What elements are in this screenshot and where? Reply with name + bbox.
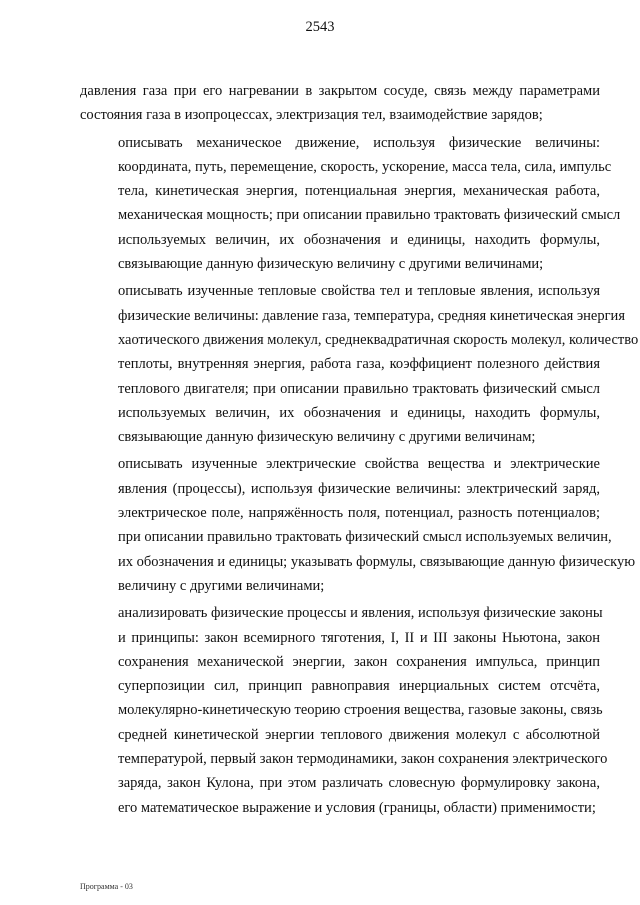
text-line: при описании правильно трактовать физический смысл используемых величин, <box>118 529 612 546</box>
page-number: 2543 <box>305 19 335 35</box>
text-line: молекулярно-кинетическую теорию строения вещества, газовые законы, связь <box>118 702 603 719</box>
text-line: теплоты, внутренняя энергия, работа газа, коэффициент полезного действия <box>118 356 600 373</box>
text-line: тела, кинетическая энергия, потенциальная энергия, механическая работа, <box>118 183 600 200</box>
text-line: связывающие данную физическую величину с другими величинам; <box>118 429 536 446</box>
text-line: состояния газа в изопроцессах, электризация тел, взаимодействие зарядов; <box>80 107 543 124</box>
document-body <box>80 79 639 820</box>
text-line: описывать механическое движение, используя физические величины: <box>118 134 600 151</box>
text-line: и принципы: закон всемирного тяготения, I, II и III законы Ньютона, закон <box>118 629 600 646</box>
text-line: описывать изученные тепловые свойства тел и тепловые явления, используя <box>118 283 600 300</box>
text-line: давления газа при его нагревании в закрытом сосуде, связь между параметрами <box>80 83 600 99</box>
text-line: средней кинетической энергии теплового движения молекул с абсолютной <box>118 726 600 743</box>
text-line: величину с другими величинами; <box>118 577 325 594</box>
text-line: описывать изученные электрические свойства вещества и электрические <box>118 456 600 473</box>
text-line: хаотического движения молекул, среднеквадратичная скорость молекул, количество <box>118 331 639 348</box>
text-line: их обозначения и единицы; указывать формулы, связывающие данную физическую <box>118 553 636 570</box>
paragraph-4 <box>80 452 636 598</box>
text-line: используемых величин, их обозначения и единицы, находить формулы, <box>118 231 600 248</box>
text-line: физические величины: давление газа, температура, средняя кинетическая энергия <box>118 307 625 324</box>
text-line: используемых величин, их обозначения и единицы, находить формулы, <box>118 404 600 421</box>
text-line: координата, путь, перемещение, скорость, ускорение, масса тела, сила, импульс <box>118 158 612 175</box>
text-line: механическая мощность; при описании правильно трактовать физический смысл <box>118 207 621 224</box>
text-line: анализировать физические процессы и явления, используя физические законы <box>118 605 603 622</box>
text-line: заряда, закон Кулона, при этом различать словесную формулировку закона, <box>118 775 600 792</box>
text-line: его математическое выражение и условия (границы, области) применимости; <box>118 799 596 816</box>
text-line: электрическое поле, напряжённость поля, потенциал, разность потенциалов; <box>118 505 600 522</box>
paragraph-5 <box>80 601 608 820</box>
text-line: связывающие данную физическую величину с другими величинами; <box>118 256 544 273</box>
paragraph-1 <box>80 79 600 128</box>
paragraph-3 <box>80 279 639 449</box>
footer-program-label: Программа - 03 <box>80 882 133 891</box>
text-line: суперпозиции сил, принцип равноправия инерциальных систем отсчёта, <box>118 678 600 695</box>
text-line: явления (процессы), используя физические величины: электрический заряд, <box>118 480 600 497</box>
text-line: теплового двигателя; при описании правильно трактовать физический смысл <box>118 380 600 397</box>
text-line: температурой, первый закон термодинамики, закон сохранения электрического <box>118 751 608 768</box>
text-line: сохранения механической энергии, закон сохранения импульса, принцип <box>118 653 600 670</box>
paragraph-2 <box>80 131 621 277</box>
